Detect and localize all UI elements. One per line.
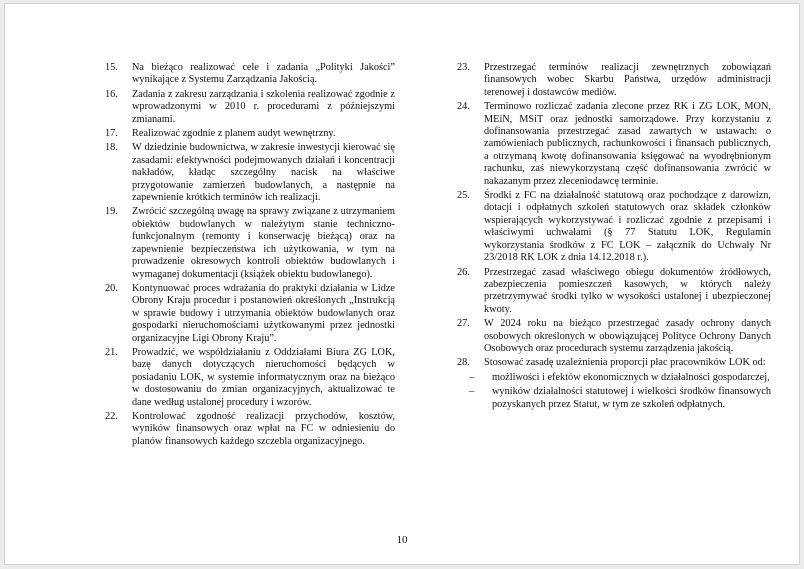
item-text: Stosować zasadę uzależnienia proporcji płac pracowników LOK od:: [484, 357, 766, 369]
item-number: 26.: [457, 266, 470, 278]
item-text: W dziedzinie budownictwa, w zakresie inwestycji kierować się zasadami: efektywności podejmowanych działań i koncentracji nakładów, kładąc szczególny nacisk na właściwe przygotowanie zamierzeń budowlanych, a następnie na zapewnienie krótkich terminów ich realizacji.: [132, 142, 395, 204]
list-item: [105, 283, 395, 345]
item-number: 19.: [105, 206, 118, 218]
list-item: [105, 411, 395, 448]
item-text: Na bieżąco realizować cele i zadania „Polityki Jakości” wynikające z Systemu Zarządzania Jakością.: [132, 62, 395, 86]
item-number: 17.: [105, 128, 118, 140]
item-text: Przestrzegać zasad właściwego obiegu dokumentów źródłowych, zabezpieczenia pomieszczeń kasowych, w których należy przetrzymywać środki tylko w wysokości ustalonej i ubezpieczonej kwoty.: [484, 266, 771, 315]
item-number: 27.: [457, 318, 470, 330]
list-item: [457, 190, 771, 264]
list-item: [105, 142, 395, 204]
item-text: Prowadzić, we współdziałaniu z Oddziałami Biura ZG LOK, bazę danych dotyczących nieruchomości będących w posiadaniu LOK, w systemie informatycznym oraz na bieżąco w dostosowaniu do zmian organizacyjnych, aktualizować te dane według ustalonej procedury i wzorów.: [132, 346, 395, 408]
list-item: [105, 206, 395, 280]
item-number: 23.: [457, 62, 470, 73]
item-text: Terminowo rozliczać zadania zlecone przez RK i ZG LOK, MON, MEiN, MSiT oraz jednostki samorządowe. Przy korzystaniu z dofinansowania przestrzegać zasad zawartych w ustawach: o zamówieniach publicznych, rachunkowości i finansach publicznych, a otrzymaną kwotę dofinansowania księgować na wyodrębnionym rachunku, zaś niewykorzystaną część dofinansowania zwrócić w nakazanym przez zleceniodawcę terminie.: [484, 101, 771, 187]
list-item: [457, 318, 771, 355]
item-text: W 2024 roku na bieżąco przestrzegać zasady ochrony danych osobowych określonych w obowiązującej Polityce Ochrony Danych Osobowych oraz procedurach systemu zarządzenia jakością.: [484, 318, 771, 354]
item-number: 24.: [457, 101, 470, 113]
sub-item-text: możliwości i efektów ekonomicznych w działalności gospodarczej,: [492, 371, 770, 383]
list-item: [105, 128, 395, 140]
item-text: Kontynuować proces wdrażania do praktyki działania w Lidze Obrony Kraju procedur i postanowień określonych „Instrukcją w sprawie budowy i utrzymania obiektów budowlanych oraz gospodarki nieruchomościami użytkowanymi przez jednostki organizacyjne Ligi Obrony Kraju”.: [132, 282, 395, 344]
page-number: 10: [396, 534, 408, 546]
item-text: Środki z FC na działalność statutową oraz pochodzące z darowizn, dotacji i odpłatnych szkoleń statutowych oraz składek członków wspierających wykorzystywać i rozliczać zgodnie z przepisami i właściwymi uchwałami (§ 77 Statutu LOK, Regulamin wykorzystania środków z FC LOK – załącznik do Uchwały Nr 23/2018 RK LOK z dnia 14.12.2018 r.).: [484, 190, 771, 264]
document-page: [4, 3, 800, 565]
list-item: [105, 347, 395, 409]
sub-list-item: [457, 386, 771, 411]
sub-list-item: [457, 372, 771, 384]
item-number: 15.: [105, 62, 118, 73]
left-column: [105, 62, 395, 450]
item-number: 20.: [105, 282, 118, 294]
item-text: Przestrzegać terminów realizacji zewnętrznych zobowiązań finansowych wobec Skarbu Państwa, urzędów administracji terenowej i dostawców mediów.: [484, 62, 771, 98]
item-text: Realizować zgodnie z planem audyt wewnętrzny.: [132, 128, 336, 140]
right-column: [457, 62, 771, 413]
list-item: [105, 89, 395, 126]
list-item: [457, 62, 771, 99]
list-item: [105, 62, 395, 87]
sub-item-text: wyników działalności statutowej i wielkości środków finansowych pozyskanych przez Statut, w tym ze szkoleń odpłatnych.: [492, 386, 771, 410]
item-text: Kontrolować zgodność realizacji przychodów, kosztów, wyników finansowych oraz wpłat na FC w odniesieniu do planów finansowych każdego szczebla organizacyjnego.: [132, 410, 395, 447]
item-number: 28.: [457, 357, 470, 369]
dash-bullet: –: [469, 386, 475, 398]
list-item: [457, 357, 771, 369]
item-number: 25.: [457, 190, 470, 202]
item-number: 22.: [105, 410, 118, 422]
list-item: [457, 267, 771, 317]
dash-bullet: –: [469, 371, 475, 383]
item-number: 21.: [105, 346, 118, 358]
item-text: Zadania z zakresu zarządzania i szkolenia realizować zgodnie z wprowadzonymi w 2010 r. procedurami z późniejszymi zmianami.: [132, 88, 395, 125]
item-text: Zwrócić szczególną uwagę na sprawy związane z utrzymaniem obiektów budowlanych w należytym stanie techniczno-funkcjonalnym (remonty i konserwację bieżącą) oraz na zapewnienie bezpieczeństwa ich użytkowania, w tym na prowadzenie okresowych kontroli obiektów budowlanych i wymaganej dokumentacji (książek obiektu budowlanego).: [132, 206, 395, 280]
item-number: 16.: [105, 88, 118, 100]
item-number: 18.: [105, 142, 118, 154]
list-item: [457, 101, 771, 188]
